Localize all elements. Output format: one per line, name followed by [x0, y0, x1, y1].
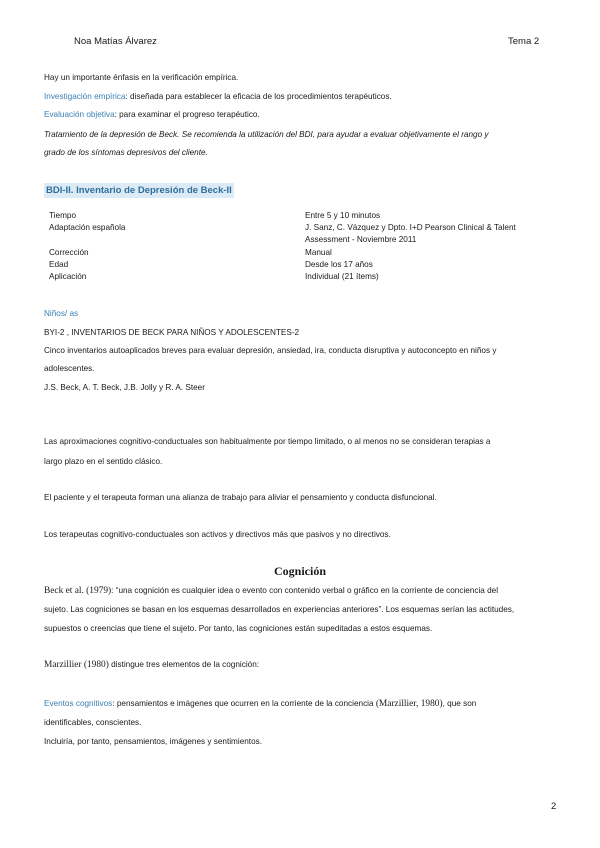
bdi-label: Adaptación española	[49, 223, 126, 232]
ninos-heading: Niños/ as	[44, 309, 79, 318]
eventos-reference: (Marzillier, 1980)	[375, 699, 443, 709]
paragraph-line: Las aproximaciones cognitivo-conductuales son habitualmente por tiempo limitado, o al menos no se consideran terapias a	[44, 437, 491, 446]
bdi-value: J. Sanz, C. Vázquez y Dpto. I+D Pearson Clinical & Talent	[305, 223, 516, 232]
bdi-label: Aplicación	[49, 272, 87, 281]
ninos-title: BYI-2 , INVENTARIOS DE BECK PARA NIÑOS Y ADOLESCENTES-2	[44, 328, 300, 337]
header-topic: Tema 2	[508, 36, 540, 47]
eventos-label: Eventos cognitivos	[44, 699, 113, 708]
bdi-value: Individual (21 ítems)	[305, 272, 379, 281]
eventos-line-2: identificables, conscientes.	[44, 718, 142, 727]
eventos-line-1	[44, 695, 476, 713]
evaluacion-paragraph	[44, 106, 260, 124]
investigacion-text: : diseñada para establecer la eficacia de los procedimientos terapéuticos.	[125, 92, 392, 101]
beck-quote-text: : “una cognición es cualquier idea o evento con contenido verbal o gráfico en la corriente de conciencia del	[111, 586, 499, 595]
bdi-label: Edad	[49, 260, 69, 269]
intro-line: Hay un importante énfasis en la verificación empírica.	[44, 73, 239, 82]
investigacion-label: Investigación empírica	[44, 92, 126, 101]
eventos-tail: , que son	[442, 699, 477, 708]
bdi-label: Corrección	[49, 248, 89, 257]
incluiria-line: Incluiría, por tanto, pensamientos, imágenes y sentimientos.	[44, 737, 262, 746]
beck-quote-line-1	[44, 582, 498, 600]
bdi-heading: BDI-II. Inventario de Depresión de Beck-II	[46, 185, 232, 196]
tratamiento-line-1: Tratamiento de la depresión de Beck. Se recomienda la utilización del BDI, para ayudar a evaluar objetivamente el rango y	[44, 130, 489, 139]
section-title-cognicion: Cognición	[273, 564, 326, 578]
evaluacion-label: Evaluación objetiva	[44, 110, 115, 119]
bdi-label: Tiempo	[49, 211, 76, 220]
marzillier-line	[44, 656, 259, 674]
ninos-desc-line-1: Cinco inventarios autoaplicados breves para evaluar depresión, ansiedad, ira, conducta disruptiva y autoconcepto en niños y	[44, 346, 497, 355]
paragraph-terapeutas: Los terapeutas cognitivo-conductuales son activos y directivos más que pasivos y no directivos.	[44, 530, 391, 539]
paragraph-alianza: El paciente y el terapeuta forman una alianza de trabajo para aliviar el pensamiento y conducta disfuncional.	[44, 493, 437, 502]
marzillier-text: distingue tres elementos de la cognición:	[108, 660, 260, 669]
beck-quote-line-2: sujeto. Las cogniciones se basan en los esquemas desarrollados en experiencias anteriores”. Los esquemas serían las actitudes,	[44, 605, 515, 614]
bdi-value: Entre 5 y 10 minutos	[305, 211, 381, 220]
tratamiento-line-2: grado de los síntomas depresivos del cliente.	[44, 148, 208, 157]
ninos-authors: J.S. Beck, A. T. Beck, J.B. Jolly y R. A. Steer	[44, 383, 205, 392]
ninos-desc-line-2: adolescentes.	[44, 364, 95, 373]
investigacion-paragraph	[44, 88, 392, 106]
evaluacion-text: : para examinar el progreso terapéutico.	[114, 110, 260, 119]
paragraph-line: largo plazo en el sentido clásico.	[44, 457, 163, 466]
beck-reference: Beck et al. (1979)	[44, 586, 112, 596]
header-author: Noa Matías Álvarez	[74, 36, 157, 47]
bdi-value: Desde los 17 años	[305, 260, 373, 269]
bdi-value: Assessment - Noviembre 2011	[305, 235, 417, 244]
eventos-text: : pensamientos e imágenes que ocurren en la corriente de la conciencia	[112, 699, 376, 708]
bdi-value: Manual	[305, 248, 332, 257]
beck-quote-line-3: supuestos o creencias que tiene el sujeto. Por tanto, las cogniciones están supeditadas a estos esquemas.	[44, 624, 433, 633]
marzillier-reference: Marzillier (1980)	[44, 660, 109, 670]
page-number: 2	[551, 801, 557, 812]
